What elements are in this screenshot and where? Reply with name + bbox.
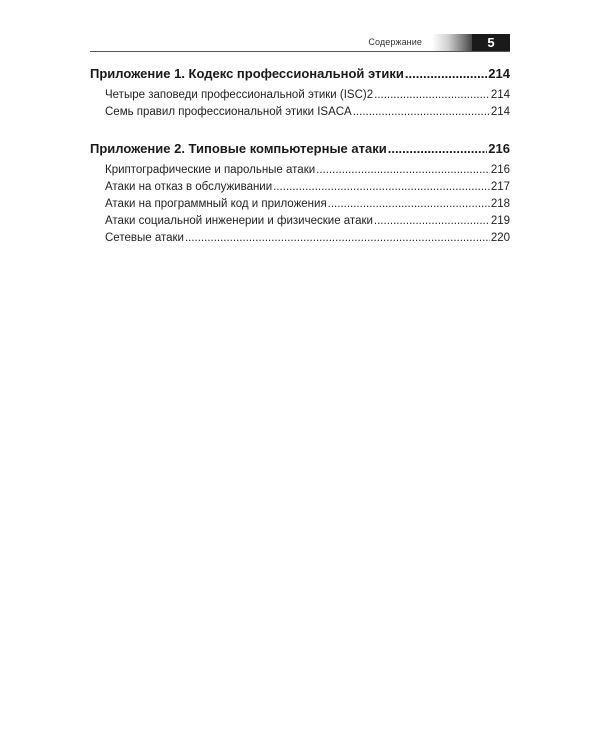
toc-subentry[interactable] (90, 162, 510, 179)
running-header (90, 34, 510, 52)
toc-subentry-title: Сетевые атаки (105, 232, 184, 244)
toc-subentry-page: 217 (490, 181, 510, 193)
toc-leader-dots (185, 230, 490, 247)
toc-leader-dots (316, 162, 490, 179)
toc-subentry[interactable] (90, 213, 510, 230)
toc-subentry[interactable] (90, 230, 510, 247)
toc-section-appendix-1 (90, 64, 510, 121)
toc-entry-page: 214 (488, 66, 510, 81)
toc-leader-dots (273, 179, 490, 196)
toc-leader-dots (374, 87, 490, 104)
toc-subentry-title: Семь правил профессиональной этики ISACA (105, 106, 352, 118)
toc-subentry-page: 214 (490, 89, 510, 101)
running-header-section: Содержание (368, 37, 422, 47)
toc-subentry-title: Атаки на отказ в обслуживании (105, 181, 273, 193)
toc-leader-dots (353, 104, 490, 121)
toc-subentry-page: 219 (490, 215, 510, 227)
toc-subentry-page: 214 (490, 106, 510, 118)
toc-entry-page: 216 (488, 141, 510, 156)
toc-entry-appendix-1[interactable] (90, 64, 510, 84)
toc-subentry[interactable] (90, 104, 510, 121)
toc-subentry-title: Криптографические и парольные атаки (105, 164, 316, 176)
page-number: 5 (472, 34, 510, 51)
header-rule (90, 51, 510, 52)
toc-entry-title: Приложение 2. Типовые компьютерные атаки (90, 141, 387, 156)
table-of-contents (90, 64, 510, 265)
toc-subentry[interactable] (90, 87, 510, 104)
toc-subentry[interactable] (90, 196, 510, 213)
toc-subentry[interactable] (90, 179, 510, 196)
toc-leader-dots (405, 64, 487, 84)
toc-subentry-title: Атаки на программный код и приложения (105, 198, 327, 210)
toc-entry-title: Приложение 1. Кодекс профессиональной этики (90, 66, 404, 81)
toc-entry-appendix-2[interactable] (90, 139, 510, 159)
toc-leader-dots (374, 213, 490, 230)
toc-subentry-title: Атаки социальной инженерии и физические атаки (105, 215, 373, 227)
toc-subentry-page: 220 (490, 232, 510, 244)
toc-subentry-page: 216 (490, 164, 510, 176)
header-gradient-bar (432, 34, 472, 51)
toc-subentry-page: 218 (490, 198, 510, 210)
toc-subentry-title: Четыре заповеди профессиональной этики (ISC)2 (105, 89, 374, 101)
toc-leader-dots (328, 196, 490, 213)
toc-section-appendix-2 (90, 139, 510, 247)
toc-leader-dots (388, 139, 488, 159)
